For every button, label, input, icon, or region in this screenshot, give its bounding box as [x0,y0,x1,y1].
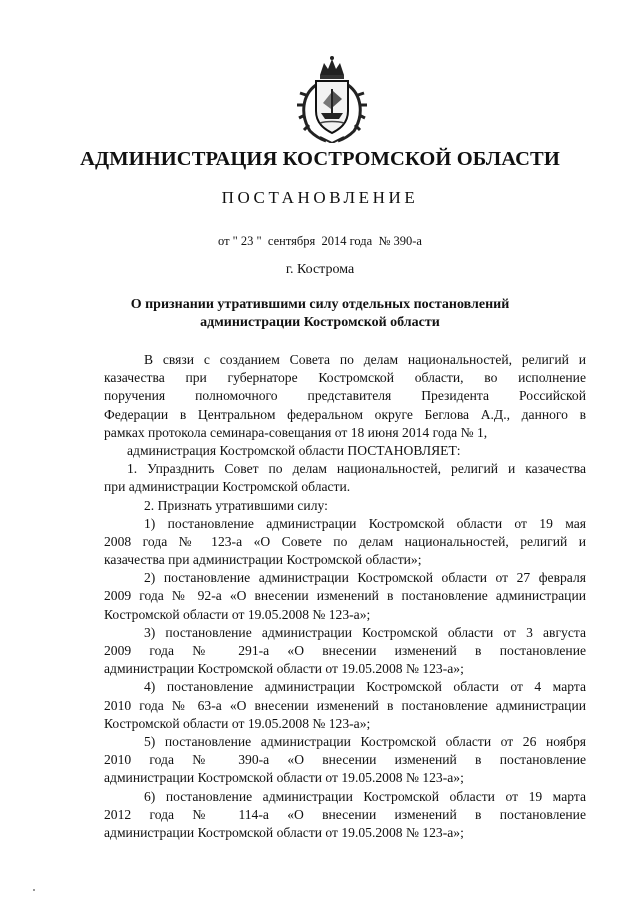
body-line: 2012 года № 114-а «О внесении изменений в постановление [104,806,586,822]
body-line: 2009 года № 291-а «О внесении изменений в постановление [104,643,586,658]
body-line: казачества при администрации Костромской области»; [104,552,422,568]
coat-of-arms-emblem [296,55,368,143]
body-line: Федерации в Центральном федеральном округе Беглова А.Д., данного в [104,406,586,422]
body-line: администрации Костромской области от 19.05.2008 № 123-а»; [104,770,464,786]
scan-speck [33,889,35,891]
body-line: 2010 года № 63-а «О внесении изменений в постановление администрации [104,697,586,713]
body-line: 2009 года № 92-а «О внесении изменений в постановление администрации [104,588,586,604]
body-line: при администрации Костромской области. [104,479,351,495]
body-line: 4) постановление администрации Костромской области от 4 марта [144,679,586,695]
title-line: администрации Костромской области [200,315,440,330]
body-line: 2008 года № 123-а «О Совете по делам национальностей, религий и [104,533,586,549]
document-title [0,296,640,332]
document-body [104,351,586,842]
body-line: 5) постановление администрации Костромской области от 26 ноября [144,733,586,749]
body-line: администрации Костромской области от 19.05.2008 № 123-а»; [104,824,464,840]
body-line: 6) постановление администрации Костромской области от 19 марта [144,788,586,804]
document-city: г. Кострома [285,262,355,277]
body-line: 1. Упразднить Совет по делам национальностей, религий и казачества [127,461,586,477]
body-line: 1) постановление администрации Костромской области от 19 мая [144,515,586,531]
title-line: О признании утратившими силу отдельных постановлений [130,297,510,312]
body-line: рамках протокола семинара-совещания от 18 июня 2014 года № 1, [104,424,488,440]
body-line: поручения полномочного представителя Президента Российской [104,388,586,404]
body-line: 2010 года № 390-а «О внесении изменений в постановление [104,752,586,768]
body-line: 2) постановление администрации Костромской области от 27 февраля [144,570,586,586]
body-line: 3) постановление администрации Костромской области от 3 августа [144,624,586,640]
body-line: 2. Признать утратившими силу: [144,497,328,513]
document-type: ПОСТАНОВЛЕНИЕ [221,188,419,207]
body-line: Костромской области от 19.05.2008 № 123-а»; [104,606,371,622]
body-line: В связи с созданием Совета по делам национальностей, религий и [144,352,586,367]
document-date-number: от " 23 " сентября 2014 года № 390-а [218,234,422,248]
body-line: администрация Костромской области ПОСТАНОВЛЯЕТ: [127,442,461,458]
body-line: Костромской области от 19.05.2008 № 123-а»; [104,715,371,731]
body-line: казачества при губернаторе Костромской области, во исполнение [104,370,586,386]
organization-name: АДМИНИСТРАЦИЯ КОСТРОМСКОЙ ОБЛАСТИ [80,148,560,170]
body-line: администрации Костромской области от 19.05.2008 № 123-а»; [104,661,464,677]
